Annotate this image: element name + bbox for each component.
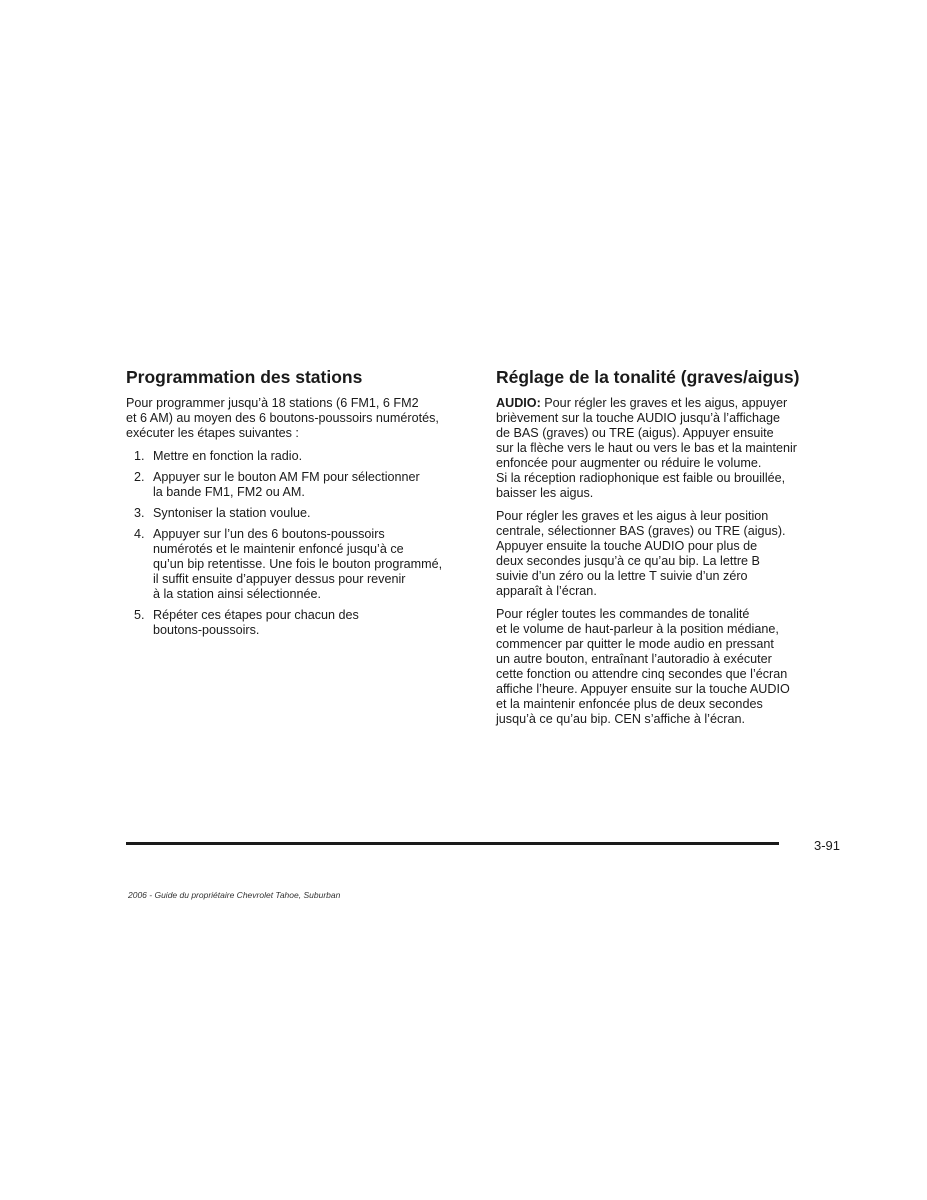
step-text: Répéter ces étapes pour chacun des boutons-poussoirs. bbox=[153, 608, 359, 637]
step-number: 1. bbox=[134, 449, 145, 463]
step-text: Appuyer sur l’un des 6 boutons-poussoirs numérotés et le maintenir enfoncé jusqu’à ce qu’un bip retentisse. Une fois le bouton programmé, il suffit ensuite d’appuyer dessus pour revenir à la station ainsi sélectionnée. bbox=[153, 527, 443, 601]
step-number: 5. bbox=[134, 608, 145, 622]
footer-text: 2006 - Guide du propriétaire Chevrolet Tahoe, Suburban bbox=[128, 890, 341, 900]
page-number: 3-91 bbox=[814, 838, 841, 853]
audio-text: Pour régler les graves et les aigus, appuyer brièvement sur la touche AUDIO jusqu’à l’affichage de BAS (graves) ou TRE (aigus). Appuyer ensuite sur la flèche vers le haut ou vers le bas et la maintenir enfoncée pour augmenter ou réduire le volume. Si la réception radiophonique est faible ou brouillée, baisser les aigus. bbox=[496, 396, 798, 500]
step-text: Mettre en fonction la radio. bbox=[153, 449, 303, 463]
step-number: 4. bbox=[134, 527, 145, 541]
step-number: 2. bbox=[134, 470, 145, 484]
step-number: 3. bbox=[134, 506, 145, 520]
left-column bbox=[126, 366, 481, 644]
reset-paragraph: Pour régler toutes les commandes de tonalité et le volume de haut-parleur à la position médiane, commencer par quitter le mode audio en pressant un autre bouton, entraînant l’autoradio à exécuter cette fonction ou attendre cinq secondes que l’écran affiche l’heure. Appuyer ensuite sur la touche AUDIO et la maintenir enfoncée plus de deux secondes jusqu’à ce qu’au bip. CEN s’affiche à l’écran. bbox=[496, 607, 790, 726]
list-item bbox=[126, 449, 481, 464]
center-paragraph: Pour régler les graves et les aigus à leur position centrale, sélectionner BAS (graves) ou TRE (aigus). Appuyer ensuite la touche AUDIO pour plus de deux secondes jusqu’à ce qu’au bip. La lettre B suivie d’un zéro ou la lettre T suivie d’un zéro apparaît à l’écran. bbox=[496, 509, 786, 598]
right-column bbox=[496, 366, 841, 735]
audio-paragraph bbox=[496, 396, 841, 501]
page-rule bbox=[126, 842, 779, 845]
section-heading-tonalite: Réglage de la tonalité (graves/aigus) bbox=[496, 367, 800, 387]
audio-label: AUDIO: bbox=[496, 396, 541, 410]
intro-paragraph: Pour programmer jusqu’à 18 stations (6 FM1, 6 FM2 et 6 AM) au moyen des 6 boutons-poussoirs numérotés, exécuter les étapes suivantes : bbox=[126, 396, 439, 440]
list-item bbox=[126, 527, 481, 602]
list-item bbox=[126, 506, 481, 521]
list-item bbox=[126, 608, 481, 638]
section-heading-programmation: Programmation des stations bbox=[126, 367, 363, 387]
step-text: Syntoniser la station voulue. bbox=[153, 506, 311, 520]
list-item bbox=[126, 470, 481, 500]
steps-list bbox=[126, 449, 481, 638]
step-text: Appuyer sur le bouton AM FM pour sélectionner la bande FM1, FM2 ou AM. bbox=[153, 470, 420, 499]
